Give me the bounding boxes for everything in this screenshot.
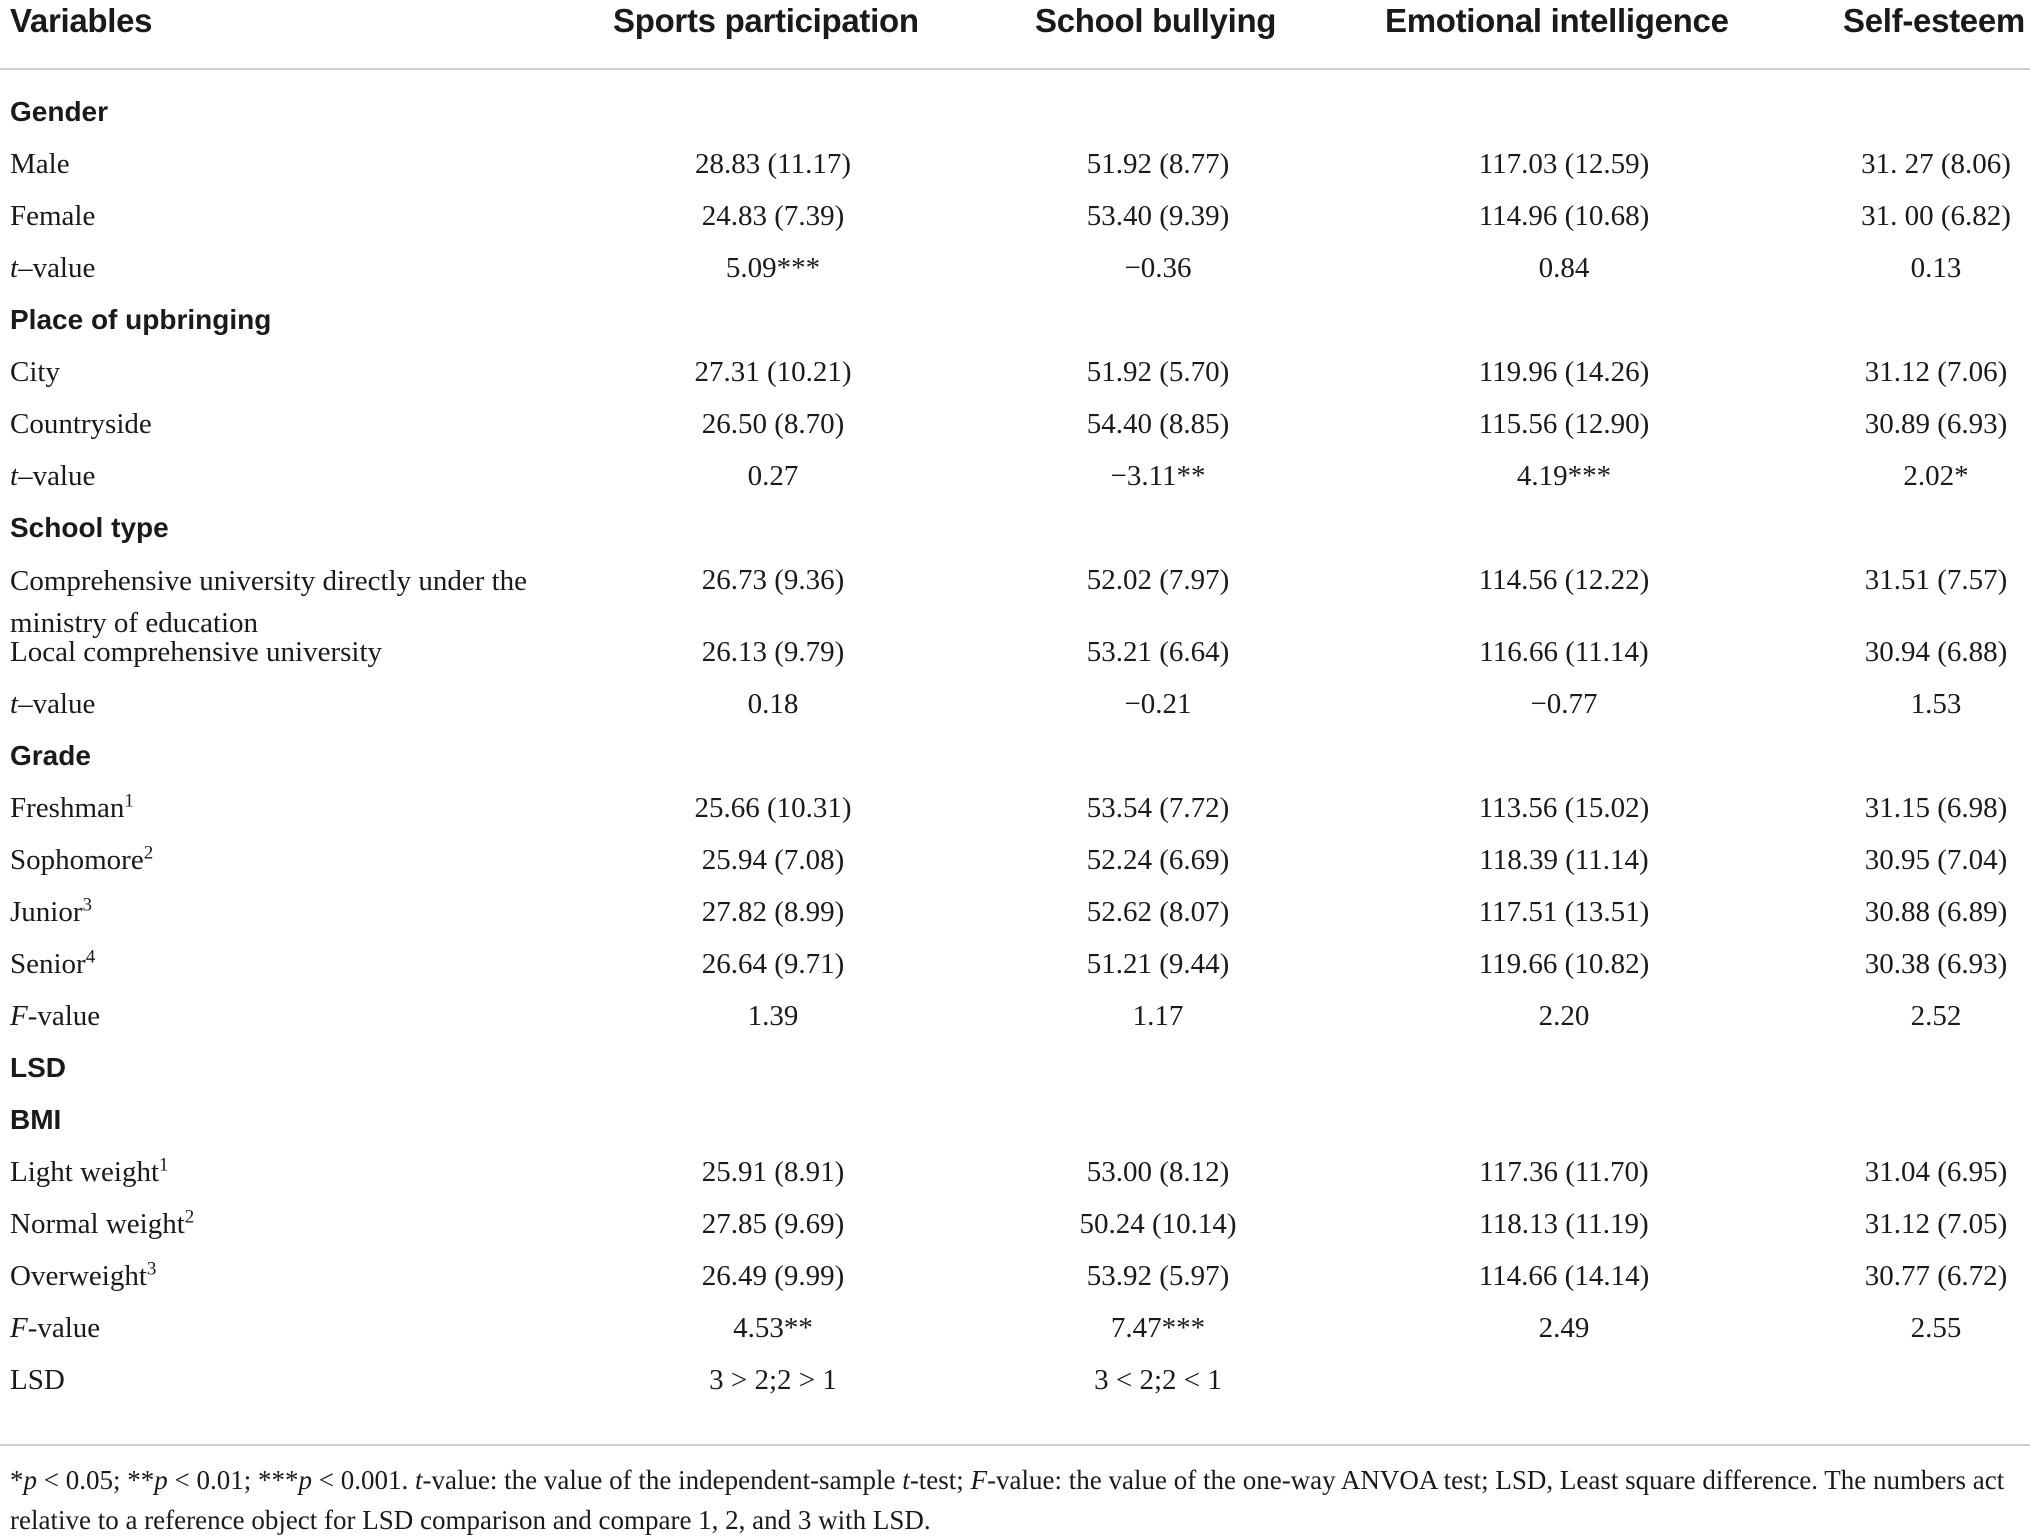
table-cell: −0.21 — [1124, 688, 1192, 720]
table-cell: −3.11** — [1110, 460, 1206, 492]
header-variables: Variables — [10, 2, 153, 39]
table-cell: 114.96 (10.68) — [1478, 200, 1650, 232]
table-header — [0, 0, 2030, 70]
table-row — [0, 944, 2030, 996]
section-header-row — [0, 736, 2030, 788]
table-cell: 0.27 — [747, 460, 799, 492]
table-cell: 52.02 (7.97) — [1086, 564, 1230, 596]
table-cell: 31. 27 (8.06) — [1861, 148, 2011, 180]
table-cell: 5.09*** — [725, 252, 821, 284]
table-cell: 52.24 (6.69) — [1086, 844, 1230, 876]
table-row — [0, 248, 2030, 300]
table-cell: 1.17 — [1132, 1000, 1184, 1032]
table-row — [0, 996, 2030, 1048]
table-cell: 25.91 (8.91) — [701, 1156, 845, 1188]
table-cell: 4.19*** — [1516, 460, 1612, 492]
table-row — [0, 196, 2030, 248]
table-cell: 1.39 — [747, 1000, 799, 1032]
row-label: t–value — [10, 252, 96, 284]
section-header-row — [0, 508, 2030, 560]
table-cell: 31.04 (6.95) — [1864, 1156, 2008, 1188]
row-label: Overweight$^3$ — [10, 1258, 157, 1292]
table-cell: 30.77 (6.72) — [1864, 1260, 2008, 1292]
table-footnote: *p < 0.05; **p < 0.01; ***p < 0.001. t-value: the value of the independent-sample t-test; F-value: the value of the one-way ANVOA test; LSD, Least square difference. The numbers act relative to a reference object for LSD comparison and compare 1, 2, and 3 with LSD. — [10, 1465, 2005, 1535]
table-cell: 24.83 (7.39) — [701, 200, 845, 232]
table-cell: 53.21 (6.64) — [1086, 636, 1230, 668]
table-cell: 25.94 (7.08) — [701, 844, 845, 876]
table-cell: 26.49 (9.99) — [701, 1260, 845, 1292]
section-label: Place of upbringing — [10, 304, 272, 335]
table-cell: 52.62 (8.07) — [1086, 896, 1230, 928]
table-row — [0, 1360, 2030, 1412]
table-cell: 53.00 (8.12) — [1086, 1156, 1230, 1188]
table-row — [0, 1308, 2030, 1360]
row-label: Local comprehensive university — [10, 636, 383, 668]
table-cell: 51.92 (8.77) — [1086, 148, 1230, 180]
table-cell: 113.56 (15.02) — [1478, 792, 1650, 824]
table-cell: 119.96 (14.26) — [1478, 356, 1650, 388]
table-cell: −0.77 — [1530, 688, 1598, 720]
section-label: Grade — [10, 740, 91, 771]
table-cell: 2.02* — [1903, 460, 1969, 492]
table-row — [0, 788, 2030, 840]
table-row — [0, 144, 2030, 196]
section-header-row — [0, 1048, 2030, 1100]
header-emotional-intelligence: Emotional intelligence — [1385, 2, 1729, 39]
table-cell: 26.13 (9.79) — [701, 636, 845, 668]
row-label: Comprehensive university directly under the ministry of education — [10, 565, 528, 639]
table-cell: 27.85 (9.69) — [701, 1208, 845, 1240]
table-row — [0, 1256, 2030, 1308]
table-cell: 51.21 (9.44) — [1086, 948, 1230, 980]
table-cell: 114.56 (12.22) — [1478, 564, 1650, 596]
table-cell: 118.13 (11.19) — [1479, 1208, 1649, 1240]
row-label: Female — [10, 200, 96, 232]
table-cell: 30.38 (6.93) — [1864, 948, 2008, 980]
table-cell: 27.82 (8.99) — [701, 896, 845, 928]
row-label: Senior$^4$ — [10, 946, 96, 980]
table-cell: 3 > 2;2 > 1 — [709, 1364, 837, 1396]
row-label: Male — [10, 148, 70, 180]
table-cell: 118.39 (11.14) — [1479, 844, 1649, 876]
table-row — [0, 632, 2030, 684]
row-label: t–value — [10, 460, 96, 492]
table-cell: 115.56 (12.90) — [1478, 408, 1650, 440]
header-school-bullying: School bullying — [1035, 2, 1277, 39]
table-cell: 2.20 — [1538, 1000, 1590, 1032]
footer-rule — [0, 1444, 2030, 1446]
table-row — [0, 352, 2030, 404]
table-cell: 2.55 — [1910, 1312, 1962, 1344]
table-cell: 51.92 (5.70) — [1086, 356, 1230, 388]
table-cell: 114.66 (14.14) — [1478, 1260, 1650, 1292]
table-cell: 31.51 (7.57) — [1864, 564, 2008, 596]
table-cell: 4.53** — [733, 1312, 813, 1344]
row-label: City — [10, 356, 60, 388]
table-row — [0, 1152, 2030, 1204]
section-label: School type — [10, 512, 169, 543]
table-cell: 1.53 — [1910, 688, 1962, 720]
table-row — [0, 1204, 2030, 1256]
table-cell: 117.03 (12.59) — [1478, 148, 1650, 180]
table-cell: 119.66 (10.82) — [1478, 948, 1650, 980]
table-cell: 31.12 (7.06) — [1864, 356, 2008, 388]
row-label: Sophomore$^2$ — [10, 842, 154, 876]
table-cell: −0.36 — [1124, 252, 1192, 284]
row-label: Normal weight$^2$ — [10, 1206, 195, 1240]
section-header-row — [0, 1100, 2030, 1152]
table-cell: 31.15 (6.98) — [1864, 792, 2008, 824]
table-cell: 53.40 (9.39) — [1086, 200, 1230, 232]
table-cell: 54.40 (8.85) — [1086, 408, 1230, 440]
section-header-row — [0, 300, 2030, 352]
table-cell: 25.66 (10.31) — [694, 792, 852, 824]
table-cell: 0.13 — [1910, 252, 1962, 284]
table-row — [0, 404, 2030, 456]
table-cell: 3 < 2;2 < 1 — [1094, 1364, 1222, 1396]
table-cell: 30.88 (6.89) — [1864, 896, 2008, 928]
table-cell: 2.49 — [1538, 1312, 1590, 1344]
table-cell: 0.84 — [1538, 252, 1590, 284]
row-label: F-value — [10, 1000, 101, 1032]
table-cell: 116.66 (11.14) — [1479, 636, 1649, 668]
row-label: Freshman$^1$ — [10, 790, 134, 824]
table-cell: 30.95 (7.04) — [1864, 844, 2008, 876]
table-cell: 27.31 (10.21) — [694, 356, 852, 388]
section-header-row — [0, 92, 2030, 144]
table-cell: 7.47*** — [1110, 1312, 1206, 1344]
section-label: BMI — [10, 1104, 62, 1135]
row-label: Light weight$^1$ — [10, 1154, 169, 1188]
table-cell: 26.64 (9.71) — [701, 948, 845, 980]
table-cell: 26.50 (8.70) — [701, 408, 845, 440]
section-label: LSD — [10, 1052, 66, 1083]
table-row — [0, 892, 2030, 944]
table-cell: 117.36 (11.70) — [1479, 1156, 1649, 1188]
row-label: Junior$^3$ — [10, 894, 92, 928]
row-label: t–value — [10, 688, 96, 720]
table-cell: 0.18 — [747, 688, 799, 720]
table-cell: 30.94 (6.88) — [1864, 636, 2008, 668]
header-sports-participation: Sports participation — [613, 2, 919, 39]
table-cell: 2.52 — [1910, 1000, 1962, 1032]
section-label: Gender — [10, 96, 109, 127]
header-rule — [0, 68, 2030, 70]
row-label: Countryside — [10, 408, 152, 440]
table-cell: 28.83 (11.17) — [695, 148, 851, 180]
table-cell: 53.54 (7.72) — [1086, 792, 1230, 824]
table-cell: 53.92 (5.97) — [1086, 1260, 1230, 1292]
row-label: F-value — [10, 1312, 101, 1344]
table-cell: 31. 00 (6.82) — [1861, 200, 2011, 232]
table-row — [0, 456, 2030, 508]
table-cell: 31.12 (7.05) — [1864, 1208, 2008, 1240]
table-row — [0, 560, 2030, 639]
table-row — [0, 684, 2030, 736]
table-cell: 50.24 (10.14) — [1079, 1208, 1237, 1240]
table-cell: 26.73 (9.36) — [701, 564, 845, 596]
table-cell: 30.89 (6.93) — [1864, 408, 2008, 440]
table-cell: 117.51 (13.51) — [1478, 896, 1650, 928]
header-self-esteem: Self-esteem — [1843, 2, 2025, 39]
row-label: LSD — [10, 1364, 65, 1396]
table-row — [0, 840, 2030, 892]
